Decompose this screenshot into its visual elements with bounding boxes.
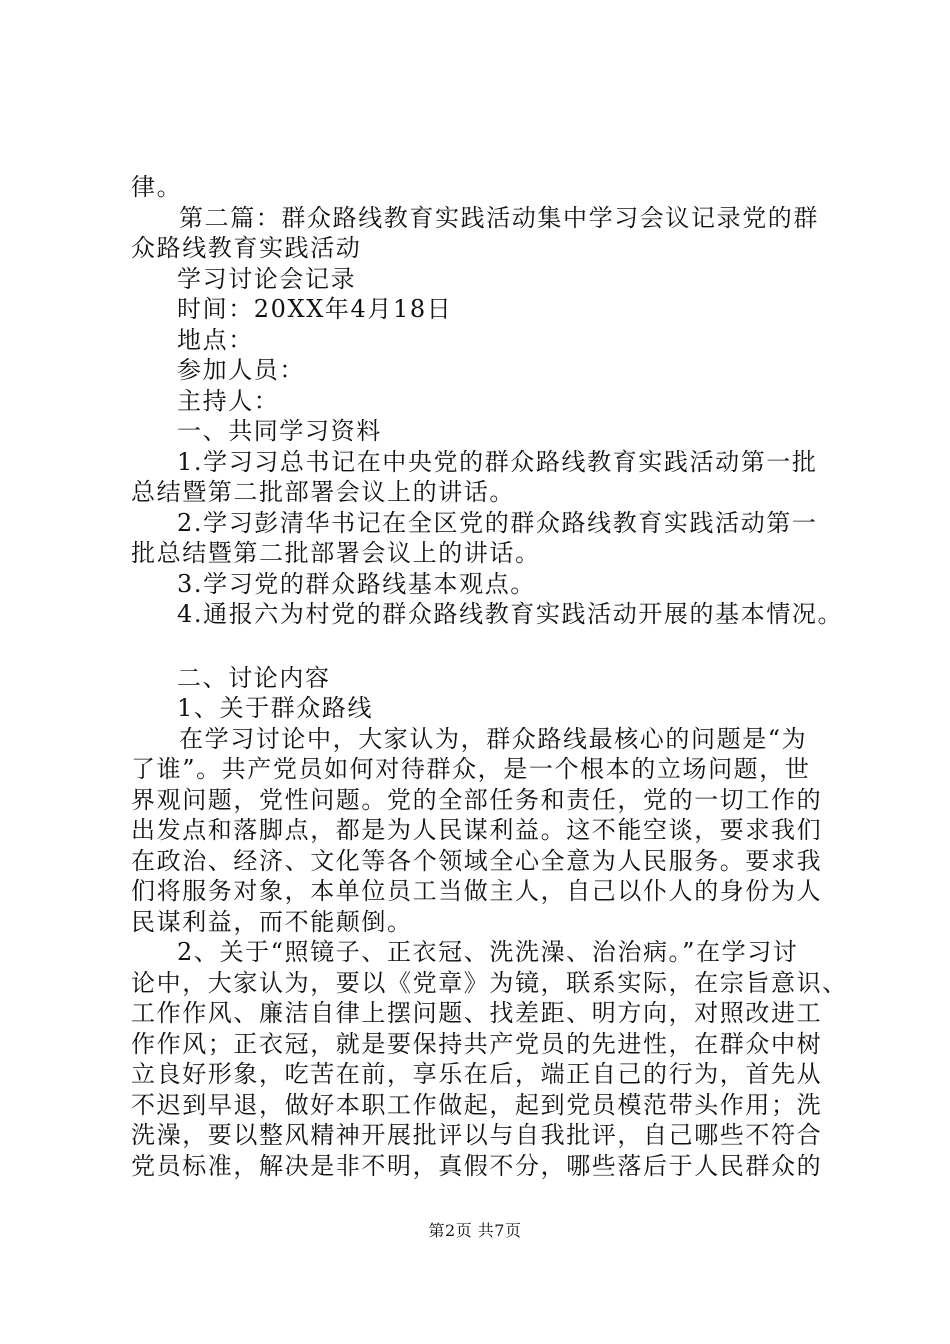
document-body bbox=[131, 172, 848, 1181]
meeting-host: 主持人： bbox=[177, 386, 280, 415]
paragraph-line: 在政治、经济、文化等各个领域全心全意为人民服务。要求我 bbox=[131, 846, 823, 875]
paragraph-line: 论中，大家认为，要以《党章》为镜，联系实际，在宗旨意识、 bbox=[131, 968, 848, 997]
paragraph-line: 作作风；正衣冠，就是要保持共产党员的先进性，在群众中树 bbox=[131, 1029, 823, 1058]
paragraph-line: 洗澡，要以整风精神开展批评以与自我批评，自己哪些不符合 bbox=[131, 1121, 823, 1149]
meeting-time: 时间：20XX年4月18日 bbox=[177, 295, 453, 323]
list-item-continuation: 总结暨第二批部署会议上的讲话。 bbox=[131, 478, 515, 506]
subsection-heading: 一、共同学习资料 bbox=[177, 417, 382, 445]
paragraph-line: 不迟到早退，做好本职工作做起，起到党员模范带头作用；洗 bbox=[131, 1090, 823, 1119]
list-item-continuation: 批总结暨第二批部署会议上的讲话。 bbox=[131, 539, 541, 567]
list-item: 2.学习彭清华书记在全区党的群众路线教育实践活动第一 bbox=[177, 508, 818, 537]
paragraph-line: 了谁”。共产党员如何对待群众，是一个根本的立场问题，世 bbox=[131, 755, 811, 783]
section-heading: 第二篇：群众路线教育实践活动集中学习会议记录党的群 bbox=[179, 203, 819, 232]
paragraph-line: 出发点和落脚点，都是为人民谋利益。这不能空谈，要求我们 bbox=[131, 816, 823, 844]
text-line: 众路线教育实践活动 bbox=[131, 234, 362, 262]
paragraph-line: 界观问题，党性问题。党的全部任务和责任，党的一切工作的 bbox=[131, 785, 823, 814]
list-item: 4.通报六为村党的群众路线教育实践活动开展的基本情况。 bbox=[177, 600, 844, 628]
paragraph-line: 工作作风、廉洁自律上摆问题、找差距、明方向，对照改进工 bbox=[131, 999, 823, 1027]
page-number-footer: 第2页 共7页 bbox=[428, 1221, 522, 1240]
text-line: 律。 bbox=[131, 173, 183, 201]
meeting-attendees: 参加人员： bbox=[177, 356, 305, 384]
meeting-location: 地点： bbox=[177, 325, 254, 354]
paragraph-line: 民谋利益，而不能颠倒。 bbox=[131, 907, 413, 936]
list-item: 3.学习党的群众路线基本观点。 bbox=[177, 569, 536, 598]
paragraph-line: 在学习讨论中，大家认为，群众路线最核心的问题是“为 bbox=[179, 724, 808, 753]
paragraph-gap bbox=[131, 630, 831, 663]
paragraph-line: 2、关于“照镜子、正衣冠、洗洗澡、治治病。”在学习讨 bbox=[177, 938, 799, 966]
meeting-title: 学习讨论会记录 bbox=[177, 264, 357, 293]
paragraph-line: 党员标准，解决是非不明，真假不分，哪些落后于人民群众的 bbox=[131, 1151, 823, 1180]
paragraph-line: 们将服务对象，本单位员工当做主人，自己以仆人的身份为人 bbox=[131, 877, 823, 905]
list-item: 1.学习习总书记在中央党的群众路线教育实践活动第一批 bbox=[177, 447, 818, 476]
topic-heading: 1、关于群众路线 bbox=[177, 694, 374, 722]
paragraph-line: 立良好形象，吃苦在前，享乐在后，端正自己的行为，首先从 bbox=[131, 1060, 823, 1088]
subsection-heading: 二、讨论内容 bbox=[177, 663, 331, 692]
